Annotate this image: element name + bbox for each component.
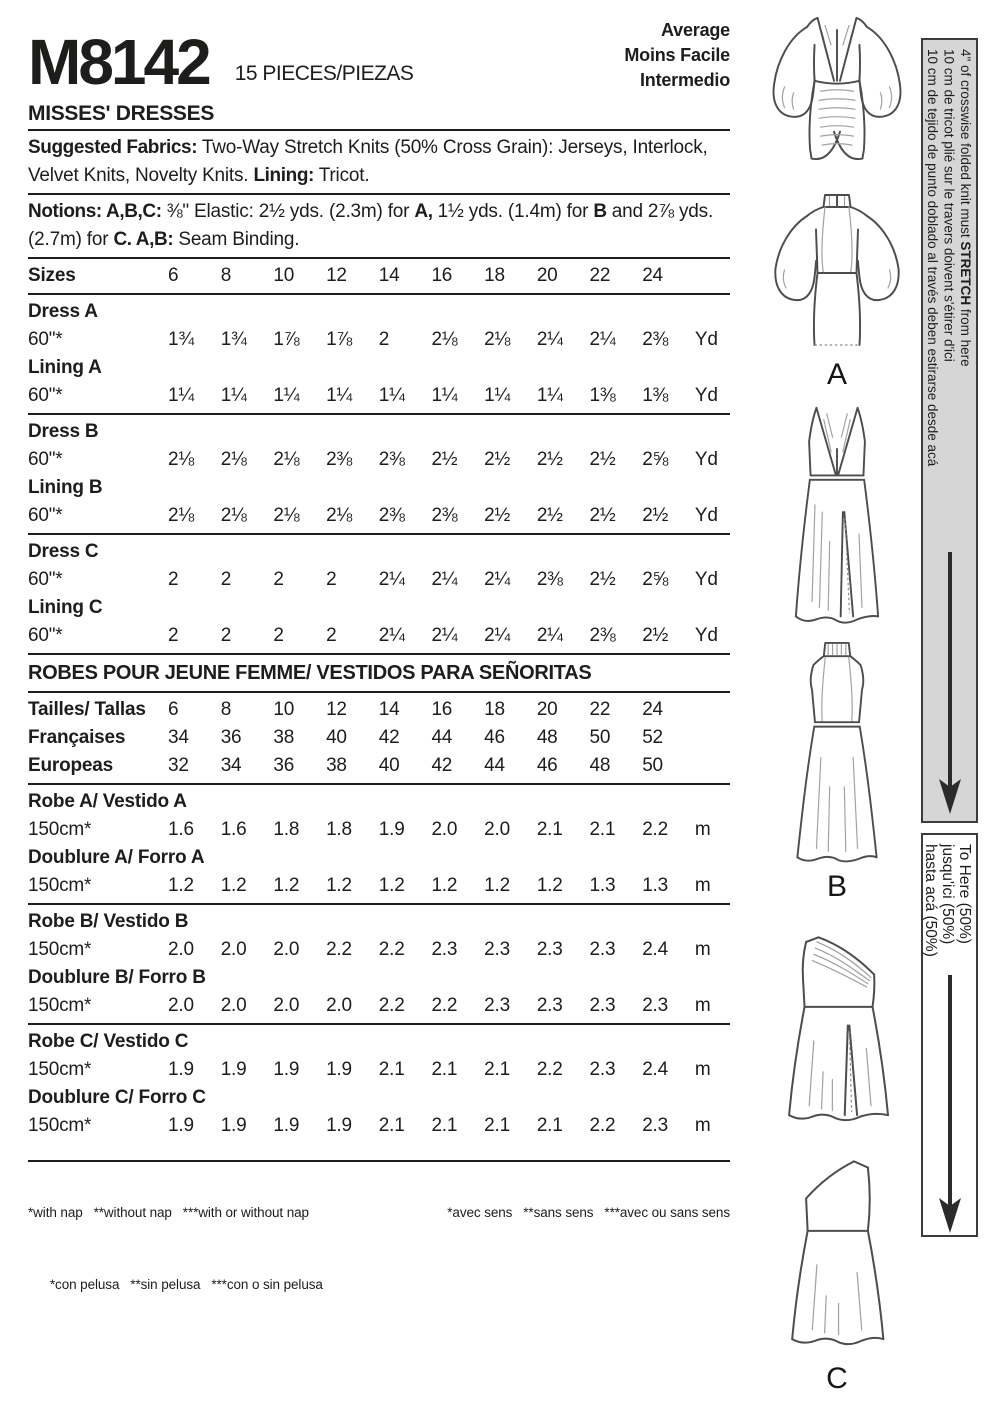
table-cell: 22 xyxy=(589,699,611,720)
table-cell: 2½ xyxy=(536,505,563,526)
stretch-instruction-text xyxy=(924,49,974,466)
table-cell: 36 xyxy=(220,727,242,748)
table-cell: 1.9 xyxy=(378,819,405,840)
main-column xyxy=(28,14,730,1348)
table-row: Tailles/ Tallas 6 8 10 12 14 16 18 20 22 24 xyxy=(28,696,730,724)
header-row xyxy=(28,14,730,99)
table-cell: 2.0 xyxy=(220,939,247,960)
table-cell: 1.9 xyxy=(220,1115,247,1136)
table-cell: 1.8 xyxy=(326,819,352,840)
table-cell: 10 xyxy=(273,699,295,720)
table-cell: 2¼ xyxy=(431,569,458,590)
to-here-text xyxy=(922,844,973,957)
stretch-text-fr: 10 cm de tricot plié sur le travers doivent s'étirer d'ici xyxy=(941,49,957,362)
to-here-fr: jusqu'ici (50%) xyxy=(939,844,956,945)
table-row: Doublure C/ Forro C xyxy=(28,1087,206,1108)
pattern-number: M8142 xyxy=(28,26,209,99)
table-cell: 2.3 xyxy=(484,939,510,960)
table-cell: 2 xyxy=(220,625,232,646)
table-cell: 2.1 xyxy=(536,1115,563,1136)
table-cell: 1¼ xyxy=(431,385,458,406)
table-cell: 1.8 xyxy=(273,819,300,840)
table-cell: 1⅞ xyxy=(326,329,353,350)
table-cell: 42 xyxy=(431,755,453,776)
table-cell: 12 xyxy=(326,699,347,720)
table-cell: 2 xyxy=(326,625,337,646)
table-cell: 1¼ xyxy=(273,385,300,406)
table-row: 150cm* 1.9 1.9 1.9 1.9 2.1 2.1 2.1 2.2 2.3 2.4 m xyxy=(28,1056,730,1084)
footnote-fr: *avec sens **sans sens ***avec ou sans sens xyxy=(447,1205,730,1220)
table-cell: 36 xyxy=(273,755,295,776)
table-row: 60"* 1¼ 1¼ 1¼ 1¼ 1¼ 1¼ 1¼ 1¼ 1⅜ 1⅜ Yd xyxy=(28,382,730,410)
table-row: 60"* 2⅛ 2⅛ 2⅛ 2⅛ 2⅜ 2⅜ 2½ 2½ 2½ 2½ Yd xyxy=(28,502,730,530)
table-cell: 1.9 xyxy=(326,1115,352,1136)
down-arrow-icon xyxy=(936,552,964,814)
table-cell: 2⅝ xyxy=(642,449,669,470)
stretch-text-en: 4" of crosswise folded knit must STRETCH from here xyxy=(958,49,973,367)
table-cell: 1⅜ xyxy=(642,385,669,406)
table-row: Robe A/ Vestido A xyxy=(28,791,187,812)
table-cell: 2¼ xyxy=(378,625,405,646)
table-cell: 2⅛ xyxy=(220,449,247,470)
divider xyxy=(28,413,730,415)
table-cell: 6 xyxy=(168,699,179,720)
suggested-fabrics-paragraph xyxy=(28,134,730,190)
table-cell: 2½ xyxy=(642,625,669,646)
table-cell: 14 xyxy=(378,699,400,720)
table-cell: 12 xyxy=(326,265,347,286)
table-cell: 50 xyxy=(642,755,663,776)
table-cell: 20 xyxy=(536,699,558,720)
table-cell: 20 xyxy=(536,265,558,286)
table-cell: 2⅜ xyxy=(589,625,616,646)
table-cell: 2.3 xyxy=(589,1059,616,1080)
table-cell: 44 xyxy=(431,727,453,748)
table-cell: 1¼ xyxy=(378,385,405,406)
table-row: Doublure B/ Forro B xyxy=(28,967,206,988)
table-cell: 2.2 xyxy=(378,939,405,960)
table-row: 150cm* 2.0 2.0 2.0 2.0 2.2 2.2 2.3 2.3 2.3 2.3 m xyxy=(28,992,730,1020)
table-cell: 2.4 xyxy=(642,1059,669,1080)
table-row: Dress C xyxy=(28,541,99,562)
table-cell: 40 xyxy=(326,727,347,748)
table-cell: 2.1 xyxy=(484,1115,510,1136)
table-row: 150cm* 2.0 2.0 2.0 2.2 2.2 2.3 2.3 2.3 2.3 2.4 m xyxy=(28,936,730,964)
table-cell: 2.0 xyxy=(484,819,510,840)
table-cell: 2½ xyxy=(642,505,669,526)
dress-a-front-illustration xyxy=(752,12,922,184)
table-cell: 8 xyxy=(220,699,232,720)
dress-c-front-illustration xyxy=(752,918,922,1136)
view-c-label: C xyxy=(826,1362,848,1395)
table-cell: 2⅜ xyxy=(326,449,353,470)
table-cell: 2.2 xyxy=(431,995,458,1016)
table-cell: 1.6 xyxy=(168,819,194,840)
table-cell: 2½ xyxy=(536,449,563,470)
table-cell: 34 xyxy=(168,727,189,748)
table-row: 150cm* 1.9 1.9 1.9 1.9 2.1 2.1 2.1 2.1 2.2 2.3 m xyxy=(28,1112,730,1140)
table-cell: 2 xyxy=(220,569,232,590)
table-cell: 2¼ xyxy=(589,329,616,350)
table-cell: 2.3 xyxy=(589,939,616,960)
table-cell: 2.1 xyxy=(431,1059,458,1080)
table-cell: 1.2 xyxy=(220,875,247,896)
size-columns xyxy=(168,262,695,290)
table-cell: 2⅜ xyxy=(378,505,405,526)
fabrics-label: Suggested Fabrics: xyxy=(28,137,198,158)
table-cell: 24 xyxy=(642,265,663,286)
table-cell: 1⅜ xyxy=(589,385,616,406)
table-cell: 42 xyxy=(378,727,400,748)
divider xyxy=(28,1023,730,1025)
table-cell: 2⅜ xyxy=(378,449,405,470)
table-row: Europeas 32 34 36 38 40 42 44 46 48 50 xyxy=(28,752,730,780)
table-cell: 1.2 xyxy=(378,875,405,896)
divider xyxy=(28,193,730,195)
table-cell: 2.2 xyxy=(378,995,405,1016)
table-cell: 38 xyxy=(326,755,347,776)
table-row: Robe C/ Vestido C xyxy=(28,1031,189,1052)
table-cell: 46 xyxy=(536,755,558,776)
to-here-en: To Here (50%) xyxy=(956,844,973,944)
table-cell: 1.9 xyxy=(168,1115,194,1136)
table-cell: 8 xyxy=(220,265,232,286)
table-cell: 1.6 xyxy=(220,819,247,840)
table-cell: 2.2 xyxy=(326,939,352,960)
lining-label: Lining: xyxy=(253,165,314,186)
table-cell: 1.9 xyxy=(273,1059,300,1080)
divider xyxy=(28,129,730,131)
table-cell: 2⅛ xyxy=(273,449,300,470)
view-b-label: B xyxy=(826,870,847,903)
divider xyxy=(28,653,730,655)
table-cell: 1¾ xyxy=(220,329,247,350)
down-arrow-icon xyxy=(936,975,964,1233)
table-cell: 2.1 xyxy=(378,1059,405,1080)
table-cell: 1.9 xyxy=(273,1115,300,1136)
table-row: 60"* 2 2 2 2 2¼ 2¼ 2¼ 2⅜ 2½ 2⅝ Yd xyxy=(28,566,730,594)
table-cell: 2.3 xyxy=(536,995,563,1016)
table-cell: 16 xyxy=(431,699,453,720)
table-cell: 2⅜ xyxy=(536,569,563,590)
table-cell: 1.3 xyxy=(589,875,616,896)
divider xyxy=(28,691,730,693)
yardage-table xyxy=(28,262,730,655)
dress-b-back-illustration xyxy=(752,640,922,872)
metric-table xyxy=(28,658,730,1162)
table-cell: 1.9 xyxy=(220,1059,247,1080)
footnotes xyxy=(28,1168,730,1348)
table-cell: 48 xyxy=(536,727,558,748)
table-row: 150cm* 1.2 1.2 1.2 1.2 1.2 1.2 1.2 1.2 1.3 1.3 m xyxy=(28,872,730,900)
table-cell: 2.0 xyxy=(431,819,458,840)
table-cell: 2 xyxy=(168,625,179,646)
table-cell: 2.4 xyxy=(642,939,669,960)
difficulty-es: Intermedio xyxy=(639,70,730,90)
table-cell: 2.3 xyxy=(642,995,669,1016)
notions-label: Notions: A,B,C: xyxy=(28,201,162,222)
table-cell: 2¼ xyxy=(378,569,405,590)
notions-paragraph: Notions: A,B,C: ⅜" Elastic: 2½ yds. (2.3m) for A, 1½ yds. (1.4m) for B and 2⅞ yds. (2.7m) for C. A,B: Seam Binding. xyxy=(28,201,714,250)
table-cell: 1¼ xyxy=(484,385,511,406)
table-row: Dress B xyxy=(28,421,99,442)
table-cell: 1¼ xyxy=(168,385,195,406)
table-cell: 1¼ xyxy=(220,385,247,406)
table-cell: 1.3 xyxy=(642,875,669,896)
stretch-instruction-box xyxy=(921,38,978,823)
sizes-label: Sizes xyxy=(28,265,76,286)
table-cell: 1.2 xyxy=(484,875,510,896)
table-cell: 10 xyxy=(273,265,295,286)
divider xyxy=(28,293,730,295)
table-cell: 2⅜ xyxy=(642,329,669,350)
table-cell: 2¼ xyxy=(536,329,563,350)
dress-b-front-illustration xyxy=(752,402,922,634)
divider xyxy=(28,783,730,785)
table-cell: 2 xyxy=(168,569,179,590)
table-cell: 2½ xyxy=(589,449,616,470)
table-row: Robe B/ Vestido B xyxy=(28,911,189,932)
table-cell: 1¾ xyxy=(168,329,195,350)
table-cell: 1.2 xyxy=(273,875,300,896)
table-cell: 24 xyxy=(642,699,663,720)
table-row: 150cm* 1.6 1.6 1.8 1.8 1.9 2.0 2.0 2.1 2.1 2.2 m xyxy=(28,816,730,844)
divider xyxy=(28,257,730,259)
table-cell: 2.1 xyxy=(378,1115,405,1136)
table-cell: 14 xyxy=(378,265,400,286)
view-a-label: A xyxy=(826,358,847,391)
table-cell: 1.2 xyxy=(326,875,352,896)
table-cell: 2⅛ xyxy=(273,505,300,526)
table-cell: 40 xyxy=(378,755,400,776)
table-row: Lining C xyxy=(28,597,103,618)
table-cell: 44 xyxy=(484,755,505,776)
table-cell: 2 xyxy=(326,569,337,590)
table-cell: 1¼ xyxy=(536,385,563,406)
table-cell: 2⅛ xyxy=(326,505,353,526)
table-cell: 32 xyxy=(168,755,189,776)
table-cell: 2.2 xyxy=(536,1059,563,1080)
table-cell: 38 xyxy=(273,727,295,748)
table-cell: 2⅜ xyxy=(431,505,458,526)
table-cell: 2.3 xyxy=(431,939,458,960)
table-cell: 2½ xyxy=(484,505,511,526)
page-title: MISSES' DRESSES xyxy=(28,102,215,125)
table-cell: 34 xyxy=(220,755,242,776)
table-cell: 48 xyxy=(589,755,611,776)
table-cell: 2.3 xyxy=(484,995,510,1016)
table-cell: 2.2 xyxy=(642,819,669,840)
table-cell: 52 xyxy=(642,727,663,748)
table-cell: 16 xyxy=(431,265,453,286)
difficulty-en: Average xyxy=(661,20,730,40)
fabrics-text: Two-Way Stretch Knits (50% Cross Grain): Jerseys, Interlock, Velvet Knits, Novelty Knits. xyxy=(28,137,708,186)
to-here-es: hasta acá (50%) xyxy=(922,844,939,957)
table-cell: 2¼ xyxy=(431,625,458,646)
table-cell: 2.1 xyxy=(536,819,563,840)
table-cell: 46 xyxy=(484,727,505,748)
table-cell: 2½ xyxy=(484,449,511,470)
table-cell: 2.3 xyxy=(536,939,563,960)
table-cell: 2¼ xyxy=(484,569,511,590)
table-cell: 2.3 xyxy=(642,1115,669,1136)
table-row: 60"* 1¾ 1¾ 1⅞ 1⅞ 2 2⅛ 2⅛ 2¼ 2¼ 2⅜ Yd xyxy=(28,326,730,354)
table-cell: 2¼ xyxy=(536,625,563,646)
table-cell: 2.0 xyxy=(168,995,194,1016)
table-cell: 2 xyxy=(273,625,284,646)
table-cell: 2⅛ xyxy=(168,505,195,526)
table-cell: 1¼ xyxy=(326,385,353,406)
table-row: 60"* 2 2 2 2 2¼ 2¼ 2¼ 2¼ 2⅜ 2½ Yd xyxy=(28,622,730,650)
footnote-es: *con pelusa **sin pelusa ***con o sin pelusa xyxy=(49,1277,323,1292)
table-cell: 6 xyxy=(168,265,179,286)
table-cell: 1.9 xyxy=(168,1059,194,1080)
table-cell: 2 xyxy=(273,569,284,590)
dress-c-back-illustration xyxy=(752,1142,922,1360)
dress-a-back-illustration xyxy=(752,192,922,360)
table-cell: 2.0 xyxy=(273,995,300,1016)
table-cell: 2.0 xyxy=(273,939,300,960)
divider xyxy=(28,533,730,535)
table-cell: 18 xyxy=(484,265,505,286)
table-cell: 2⅛ xyxy=(484,329,511,350)
metric-table-title: ROBES POUR JEUNE FEMME/ VESTIDOS PARA SEÑORITAS xyxy=(28,662,592,684)
table-cell: 2 xyxy=(378,329,390,350)
lining-text: Tricot. xyxy=(313,165,370,186)
footnote-row xyxy=(28,1258,730,1312)
difficulty-fr: Moins Facile xyxy=(624,45,730,65)
difficulty-levels xyxy=(624,14,730,93)
table-cell: 2½ xyxy=(589,505,616,526)
table-cell: 2.0 xyxy=(326,995,352,1016)
pieces-count: 15 PIECES/PIEZAS xyxy=(234,62,414,85)
table-row: Françaises 34 36 38 40 42 44 46 48 50 52 xyxy=(28,724,730,752)
table-row: Lining A xyxy=(28,357,102,378)
table-cell: 2.2 xyxy=(589,1115,616,1136)
table-cell: 2⅛ xyxy=(168,449,195,470)
table-row: Lining B xyxy=(28,477,103,498)
footnote-row xyxy=(28,1204,730,1222)
table-cell: 1.9 xyxy=(326,1059,352,1080)
table-cell: 2.0 xyxy=(220,995,247,1016)
divider xyxy=(28,1160,730,1162)
table-row: 60"* 2⅛ 2⅛ 2⅛ 2⅜ 2⅜ 2½ 2½ 2½ 2½ 2⅝ Yd xyxy=(28,446,730,474)
table-cell: 50 xyxy=(589,727,611,748)
table-cell: 2¼ xyxy=(484,625,511,646)
table-cell: 1.2 xyxy=(168,875,194,896)
table-cell: 1⅞ xyxy=(273,329,300,350)
table-cell: 2.3 xyxy=(589,995,616,1016)
table-cell: 2.1 xyxy=(431,1115,458,1136)
table-cell: 2.1 xyxy=(484,1059,510,1080)
table-cell: 2.1 xyxy=(589,819,616,840)
to-here-box xyxy=(921,833,978,1237)
table-cell: 22 xyxy=(589,265,611,286)
table-cell: 1.2 xyxy=(536,875,563,896)
footnote-en: *with nap **without nap ***with or without nap xyxy=(28,1205,309,1220)
divider xyxy=(28,903,730,905)
table-cell: 18 xyxy=(484,699,505,720)
stretch-text-es: 10 cm de tejido de punto doblado al través deben estirarse desde acá xyxy=(925,49,940,467)
table-cell: 2⅛ xyxy=(220,505,247,526)
table-cell: 2.0 xyxy=(168,939,194,960)
table-cell: 2½ xyxy=(589,569,616,590)
table-cell: 1.2 xyxy=(431,875,458,896)
table-cell: 2⅝ xyxy=(642,569,669,590)
table-cell: 2⅛ xyxy=(431,329,458,350)
sizes-header-row xyxy=(28,262,730,290)
table-cell: 2½ xyxy=(431,449,458,470)
table-row: Dress A xyxy=(28,301,98,322)
table-row: Doublure A/ Forro A xyxy=(28,847,205,868)
